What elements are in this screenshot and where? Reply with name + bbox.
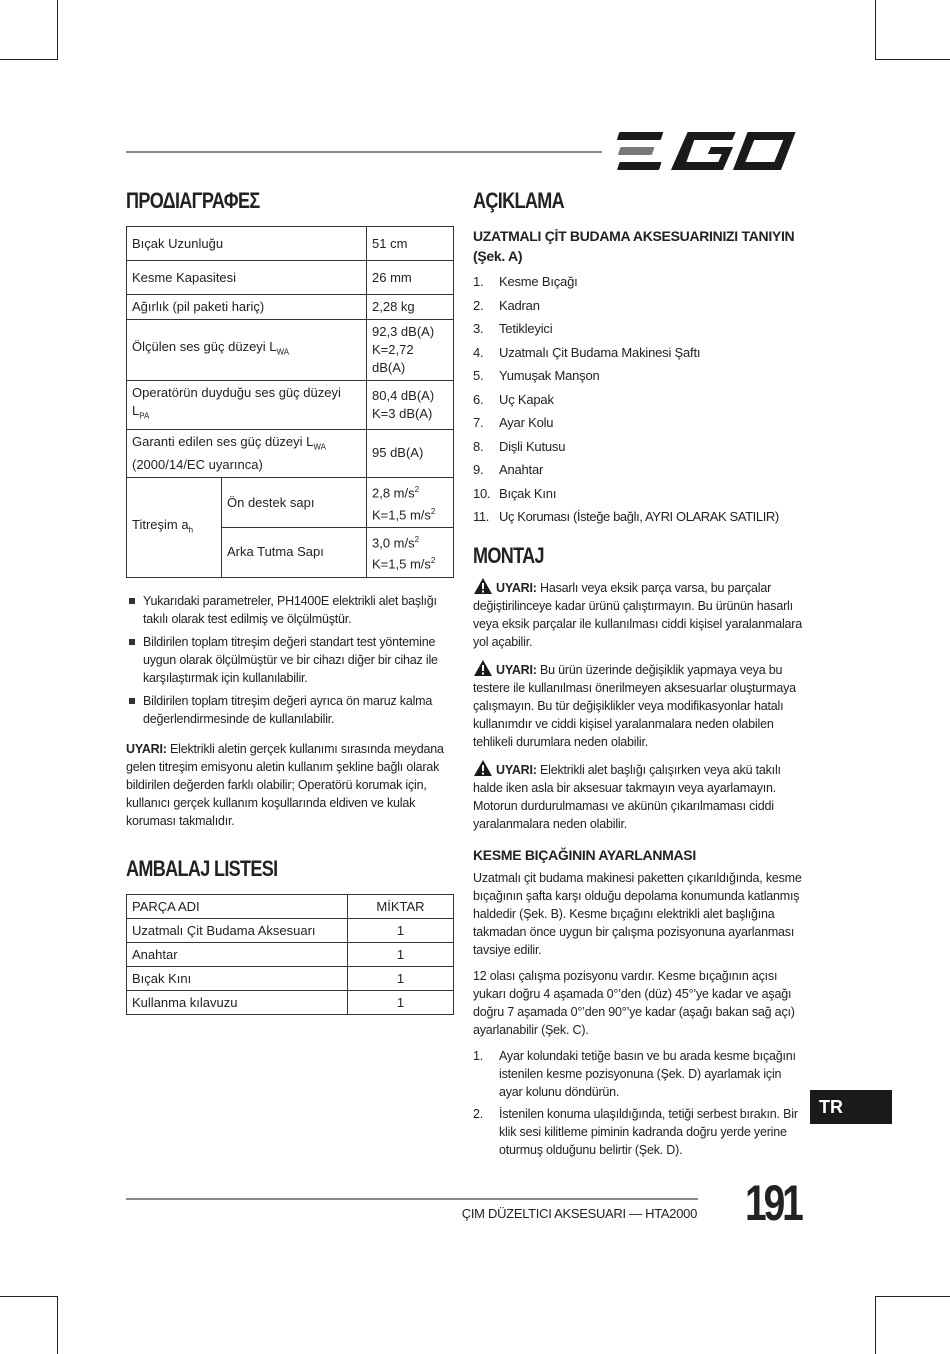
spec-label-sub: WA [313, 442, 326, 452]
item-text: Uzatmalı Çit Budama Makinesi Şaftı [499, 344, 701, 360]
item-number: 7. [473, 415, 484, 430]
value-text: 2,8 m/s [372, 485, 415, 501]
vibration-front-label: Ön destek sapı [222, 478, 367, 528]
notes-list [126, 592, 454, 728]
steps-list [473, 1047, 803, 1159]
value-text: K=1,5 m/s [372, 556, 431, 572]
item-number: 5. [473, 368, 484, 383]
list-item [473, 458, 803, 482]
list-item [126, 633, 454, 687]
assembly-title: MONTAJ [473, 542, 544, 568]
item-text: Uç Kapak [499, 391, 554, 407]
spec-label-line: (2000/14/EC uyarınca) [132, 457, 263, 473]
list-item [473, 1105, 803, 1159]
spec-label [127, 381, 367, 430]
item-number: 6. [473, 391, 484, 407]
item-text: Anahtar [499, 462, 544, 477]
spec-value [367, 320, 454, 381]
list-item [473, 388, 803, 412]
header-rule [126, 151, 602, 153]
spec-label-text: Ölçülen ses güç düzeyi L [132, 339, 277, 355]
spec-value: 2,28 kg [367, 295, 454, 320]
item-number: 4. [473, 344, 484, 360]
warning-label: UYARI: [496, 762, 537, 777]
list-item [126, 592, 454, 628]
step-text: İstenilen konuma ulaşıldığında, tetiği serbest bırakın. Bir klik sesi kilitleme piminin kadranda doğru yerde yerine oturmuş olduğunu belirtir (Şek. D). [499, 1106, 798, 1157]
value-sup: 2 [414, 485, 420, 495]
footer-rule [126, 1198, 698, 1200]
item-number: 11. [473, 509, 489, 524]
warning-label: UYARI: [126, 741, 167, 756]
vibration-rear-label: Arka Tutma Sapı [222, 527, 367, 577]
parts-list [473, 270, 803, 529]
spec-value-line: 80,4 dB(A) [372, 387, 435, 403]
blade-paragraph: 12 olası çalışma pozisyonu vardır. Kesme bıçağının açısı yukarı doğru 4 aşamada 0°’den (düz) 45°’ye kadar ve aşağı doğru 7 aşamada 0°’den 90°’ye kadar (aşağı bakan sağ açı) ayarlanabilir (Şek. C). [473, 968, 795, 1037]
table-row [127, 918, 454, 942]
crop-mark [875, 0, 876, 60]
table-row [127, 320, 454, 381]
table-row [127, 990, 454, 1014]
spec-label-text: Garanti edilen ses güç düzeyi L [132, 433, 314, 449]
assembly-warning [473, 759, 803, 833]
packing-table [126, 894, 454, 1015]
warning-label: UYARI: [496, 662, 537, 677]
table-header [127, 894, 454, 918]
crop-mark [875, 59, 950, 60]
right-column [473, 188, 803, 1163]
crop-mark [0, 59, 58, 60]
warning-text: Elektrikli aletin gerçek kullanımı sırasında meydana gelen titreşim emisyonu aletin kullanım şekline bağlı olarak bildirilen değerden farklı olabilir; Operatörü korumak için, kullanıcı gerçek kullanım koşullarında eldiven ve kulak koruması takmalıdır. [126, 741, 444, 828]
list-item [473, 270, 803, 294]
specs-title: ΠΡΟΔΙΑΓΡΑΦΕΣ [126, 188, 260, 213]
footer-title: ÇIM DÜZELTICI AKSESUARI — HTA2000 [461, 1206, 697, 1221]
item-text: Uç Koruması (İsteğe bağlı, AYRI OLARAK SATILIR) [499, 509, 779, 524]
spec-value: 26 mm [367, 261, 454, 295]
table-row [127, 429, 454, 478]
spec-label-sub: WA [276, 347, 290, 357]
spec-label [127, 429, 367, 478]
spec-value-line: K=3 dB(A) [372, 405, 433, 421]
step-text: Ayar kolundaki tetiğe basın ve bu arada kesme bıçağını istenilen kesme pozisyonuna (Şek. D) ayarlamak için ayar kolunu döndürün. [499, 1048, 796, 1099]
item-text: Yumuşak Manşon [499, 368, 600, 383]
item-text: Tetikleyici [499, 321, 553, 336]
description-subtitle: UZATMALI ÇİT BUDAMA AKSESUARINIZI TANIYIN (Şek. A) [473, 228, 795, 264]
part-name: Uzatmalı Çit Budama Aksesuarı [127, 918, 348, 942]
warning-text: Hasarlı veya eksik parça varsa, bu parçalar değiştirilinceye kadar ürünü çalıştırmayın. Bu ürünün hasarlı veya eksik parçalar ile kullanılması ciddi kişisel yaralanmalara yol açabilir. [473, 580, 803, 649]
crop-mark [0, 1296, 58, 1297]
part-qty: 1 [348, 966, 454, 990]
spec-label [127, 320, 367, 381]
crop-mark [875, 1296, 950, 1297]
table-row [127, 227, 454, 261]
vibration-rear-value [367, 527, 454, 577]
item-text: Kesme Bıçağı [499, 274, 578, 289]
list-item [473, 505, 803, 529]
spec-value-line: K=2,72 dB(A) [372, 342, 414, 375]
vibration-label [127, 478, 222, 577]
item-number: 8. [473, 438, 484, 454]
table-row [127, 942, 454, 966]
spec-label: Kesme Kapasitesi [127, 261, 367, 295]
spec-value: 51 cm [367, 227, 454, 261]
page-number: 191 [745, 1175, 801, 1231]
table-row [127, 966, 454, 990]
item-number: 1. [473, 274, 484, 289]
list-item [473, 317, 803, 341]
crop-mark [57, 0, 58, 60]
list-item [473, 411, 803, 435]
list-item [126, 692, 454, 728]
item-number: 2. [473, 297, 484, 313]
list-item [473, 364, 803, 388]
item-number: 3. [473, 321, 484, 336]
spec-label-text: Operatörün duyduğu ses güç düzeyi L [132, 385, 341, 418]
part-qty: 1 [348, 942, 454, 966]
vibration-label-text: Titreşim a [132, 516, 189, 532]
step-number: 2. [473, 1106, 484, 1121]
spec-label: Ağırlık (pil paketi hariç) [127, 295, 367, 320]
spec-label-sub: PA [139, 411, 150, 421]
step-number: 1. [473, 1048, 484, 1063]
left-column [126, 188, 454, 1015]
item-text: Bıçak Kını [499, 485, 557, 501]
spec-label: Bıçak Uzunluğu [127, 227, 367, 261]
ego-logo [616, 130, 801, 172]
crop-mark [875, 1296, 876, 1354]
bullet-icon [129, 698, 135, 704]
part-qty: 1 [348, 918, 454, 942]
packing-title: AMBALAJ LISTESI [126, 855, 278, 881]
item-number: 10. [473, 485, 491, 501]
vibration-label-sub: h [188, 525, 194, 535]
item-number: 9. [473, 462, 484, 477]
language-tab: TR [810, 1090, 892, 1124]
item-text: Dişli Kutusu [499, 438, 566, 454]
warning-triangle-icon [473, 759, 493, 777]
part-name: Anahtar [127, 942, 348, 966]
bullet-text: Bildirilen toplam titreşim değeri ayrıca ön maruz kalma değerlendirmesinde de kullanılabilir. [143, 693, 433, 726]
list-item [473, 435, 803, 459]
table-row [127, 295, 454, 320]
bullet-text: Bildirilen toplam titreşim değeri standart test yöntemine uygun olarak ölçülmüştür ve bir cihazı diğer bir cihaz ile karşılaştırmak için kullanılabilir. [143, 634, 438, 685]
table-row [127, 478, 454, 528]
value-sup: 2 [430, 506, 436, 516]
table-row [127, 261, 454, 295]
spec-value-line: 92,3 dB(A) [372, 324, 435, 339]
bullet-icon [129, 598, 135, 604]
warning-text: Elektrikli alet başlığı çalışırken veya akü takılı halde iken asla bir aksesuar takmayın veya ayarlamayın. Motorun durdurulmaması ve akünün çıkarılmaması ciddi yaralanmalara neden olabilir. [473, 762, 781, 831]
blade-adjust-title: KESME BIÇAĞININ AYARLANMASI [473, 846, 696, 863]
blade-paragraph: Uzatmalı çit budama makinesi paketten çıkarıldığında, kesme bıçağının şafta karşı olduğu depolama konumunda katlanmış haldedir (Şek. B). Kesme bıçağını elektrikli alet başlığına takmadan önce uygun bir çalışma pozisyonuna ayarlanması tavsiye edilir. [473, 870, 802, 957]
col-name-header: PARÇA ADI [127, 894, 348, 918]
value-sup: 2 [430, 556, 436, 566]
col-qty-header: MİKTAR [348, 894, 454, 918]
vibration-warning [126, 740, 454, 830]
part-name: Bıçak Kını [127, 966, 348, 990]
item-text: Ayar Kolu [499, 415, 554, 430]
list-item [473, 482, 803, 506]
specs-table [126, 226, 454, 578]
warning-text: Bu ürün üzerinde değişiklik yapmaya veya bu testere ile kullanılması önerilmeyen aksesuarlar oluşturmaya çalışmayın. Bu tür değişiklikler veya modifikasyonlar hatalı kullanımdır ve ciddi kişisel yaralanmalara neden olabilen tehlikeli durumlara neden olabilir. [473, 662, 796, 749]
part-qty: 1 [348, 990, 454, 1014]
item-text: Kadran [499, 297, 540, 313]
assembly-warning [473, 659, 803, 751]
table-row [127, 381, 454, 430]
bullet-text: Yukarıdaki parametreler, PH1400E elektrikli alet başlığı takılı olarak test edilmiş ve ölçülmüştür. [143, 593, 437, 626]
assembly-warning [473, 577, 803, 651]
crop-mark [57, 1296, 58, 1354]
warning-triangle-icon [473, 577, 493, 595]
list-item [473, 1047, 803, 1101]
warning-label: UYARI: [496, 580, 537, 595]
bullet-icon [129, 639, 135, 645]
list-item [473, 341, 803, 365]
spec-value: 95 dB(A) [367, 429, 454, 478]
spec-value [367, 381, 454, 430]
warning-triangle-icon [473, 659, 493, 677]
description-title: AÇIKLAMA [473, 188, 564, 213]
part-name: Kullanma kılavuzu [127, 990, 348, 1014]
value-text: K=1,5 m/s [372, 506, 431, 522]
value-text: 3,0 m/s [372, 535, 415, 551]
value-sup: 2 [414, 534, 420, 544]
list-item [473, 294, 803, 318]
vibration-front-value [367, 478, 454, 528]
